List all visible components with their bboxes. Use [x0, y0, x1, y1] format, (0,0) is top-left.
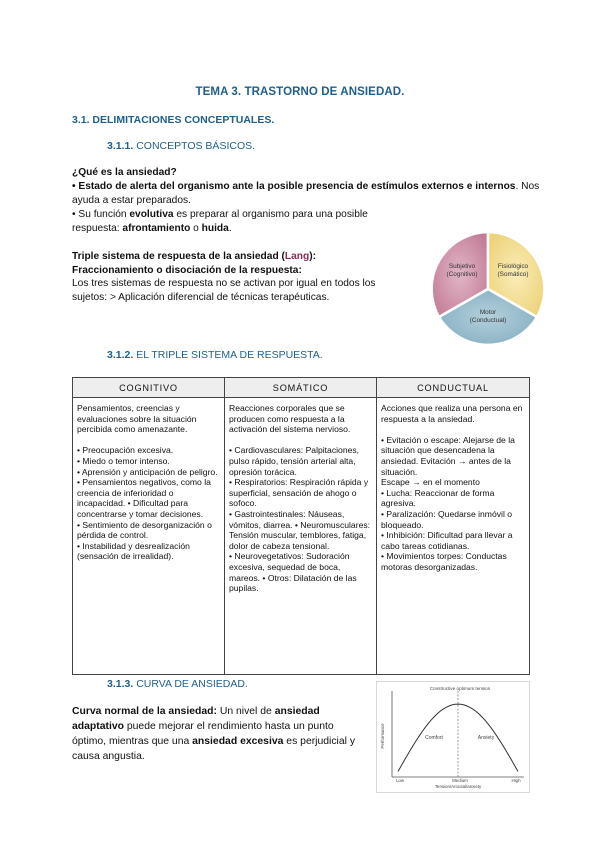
x-axis-label: Tension/Arousal/anxiety	[434, 784, 482, 789]
text: • Su función	[72, 209, 130, 220]
region-label-anxiety: Anxiety	[477, 735, 495, 741]
triple-system-block	[72, 250, 412, 304]
label-motor-sub: (Conductual)	[469, 317, 507, 324]
triple-system-diagram	[425, 228, 550, 350]
cell-line: Acciones que realiza una persona en respuesta a la ansiedad.	[381, 403, 523, 424]
definition-bullet	[72, 180, 542, 207]
cell-line: • Sentimiento de desorganización o pérdida de control.	[77, 519, 212, 541]
header-conductual: CONDUCTUAL	[377, 378, 530, 398]
chart-frame	[377, 682, 530, 793]
cell-line: • Paralización: Quedarse inmóvil o bloqueado.	[381, 508, 513, 530]
label-fisiologico: Fisiológico	[497, 263, 529, 270]
cell-line: • Neurovegetativos: Sudoración excesiva, sequedad de boca, mareos. • Otros: Dilatación de las pupilas.	[229, 551, 357, 594]
function-bullet	[72, 208, 394, 235]
cell-line: • Respiratorios: Respiración rápida y superficial, sensación de ahogo o sofoco.	[229, 477, 369, 509]
text: o	[190, 222, 202, 234]
text: Fraccionamiento o disociación de la respuesta:	[72, 264, 302, 276]
section-heading-3-1-1	[107, 140, 255, 152]
section-label: CONCEPTOS BÁSICOS.	[133, 140, 256, 152]
definition-bold: • Estado de alerta del organismo ante la posible presencia de estímulos externos e internos	[72, 181, 516, 192]
cell-line: • Preocupación excesiva.	[77, 445, 174, 456]
definition-rest: . Nos ayuda a estar preparados.	[72, 181, 540, 206]
spacer	[381, 424, 525, 435]
section-number: 3.1.3.	[107, 678, 134, 690]
section-label: EL TRIPLE SISTEMA DE RESPUESTA.	[133, 349, 323, 361]
cell-conductual	[377, 398, 530, 675]
text: es preparar al organismo para una posible respuesta:	[72, 209, 368, 234]
label-motor: Motor	[479, 309, 497, 316]
bold-term: evolutiva	[129, 209, 174, 220]
cell-line: • Cardiovasculares: Palpitaciones, pulso rápido, tensión arterial alta, opresión torácica.	[229, 445, 360, 477]
bold-term: ansiedad adaptativo	[72, 706, 320, 732]
triple-subheading	[72, 264, 412, 278]
bold-term: afrontamiento	[122, 222, 191, 234]
section-heading-3-1: 3.1. DELIMITACIONES CONCEPTUALES.	[72, 114, 275, 126]
bold-term: ansiedad excesiva	[192, 736, 284, 747]
text: es perjudicial y causa angustia.	[72, 736, 356, 762]
table-row	[73, 398, 530, 675]
label-fisiologico-sub: (Somático)	[497, 271, 529, 278]
question: ¿Qué es la ansiedad?	[72, 167, 177, 178]
cell-line: • Instabilidad y desrealización (sensación de irrealidad).	[77, 540, 190, 562]
header-cognitivo: COGNITIVO	[73, 378, 225, 398]
tick-label-medium: Medium	[452, 778, 468, 783]
cell-somatico	[225, 398, 377, 675]
text: ):	[309, 251, 317, 262]
bold-term: huida	[201, 222, 229, 234]
cell-line: Pensamientos, creencias y evaluaciones sobre la situación percibida como amenazante.	[77, 403, 197, 435]
cell-cognitivo	[73, 398, 225, 675]
anxiety-curve-chart	[376, 681, 530, 793]
question-block	[72, 166, 412, 180]
text: puede mejorar el rendimiento hasta un punto óptimo, mientras que una	[72, 721, 334, 747]
text: Un nivel de	[216, 706, 275, 717]
cell-line: • Inhibición: Dificultad para llevar a cabo tareas cotidianas.	[381, 530, 513, 551]
label-subjetivo: Subjetivo	[448, 263, 476, 270]
cell-line: • Aprensión y anticipación de peligro.	[77, 466, 218, 477]
response-system-table	[72, 377, 530, 675]
text: .	[228, 222, 232, 234]
spacer	[77, 435, 220, 446]
section-heading-3-1-3	[107, 678, 248, 690]
section-number: 3.1.2.	[107, 349, 134, 361]
text: Triple sistema de respuesta de la ansiedad (	[72, 251, 285, 262]
spacer	[229, 435, 372, 446]
section-heading-3-1-2	[107, 349, 323, 361]
triple-text: Los tres sistemas de respuesta no se activan por igual en todos los sujetos: > Aplicación diferencial de técnicas terapéuticas.	[72, 278, 376, 303]
cell-line: • Gastrointestinales: Náuseas, vómitos, diarrea. • Neuromusculares: Tensión muscular, temblores, fatiga, dolor de cabeza tensional.	[229, 508, 371, 551]
table-header-row	[73, 378, 530, 398]
cell-line: • Evitación o escape: Alejarse de la situación que desencadena la ansiedad. Evitación → antes de la situación.	[381, 434, 515, 477]
cell-line: • Lucha: Reaccionar de forma agresiva.	[381, 487, 495, 509]
bold-term: Curva normal de la ansiedad:	[72, 706, 217, 717]
cell-line: Reacciones corporales que se producen como respuesta a la activación del sistema nervioso.	[229, 403, 351, 435]
author-name: Lang	[284, 251, 310, 262]
cell-line: Escape → en el momento	[381, 477, 480, 488]
cell-line: • Pensamientos negativos, como la creencia de inferioridad o incapacidad. • Dificultad para concentrarse y tomar decisiones.	[77, 477, 211, 519]
region-label-comfort: Comfort	[425, 735, 443, 741]
section-number: 3.1.1.	[107, 140, 134, 152]
cell-line: • Movimientos torpes: Conductas motoras desorganizadas.	[381, 551, 507, 572]
y-axis-label: Performance	[380, 723, 385, 749]
page-title: TEMA 3. TRASTORNO DE ANSIEDAD.	[195, 86, 405, 98]
triple-heading	[72, 250, 412, 264]
header-somatico: SOMÁTICO	[225, 378, 377, 398]
tick-label-low: Low	[395, 778, 405, 783]
chart-title: Constructive optimum tension	[429, 686, 491, 691]
cell-line: • Miedo o temor intenso.	[77, 455, 170, 466]
tick-label-high: High	[511, 778, 521, 783]
label-subjetivo-sub: (Cognitivo)	[446, 271, 478, 278]
curve-description	[72, 704, 364, 764]
section-label: CURVA DE ANSIEDAD.	[133, 678, 248, 690]
